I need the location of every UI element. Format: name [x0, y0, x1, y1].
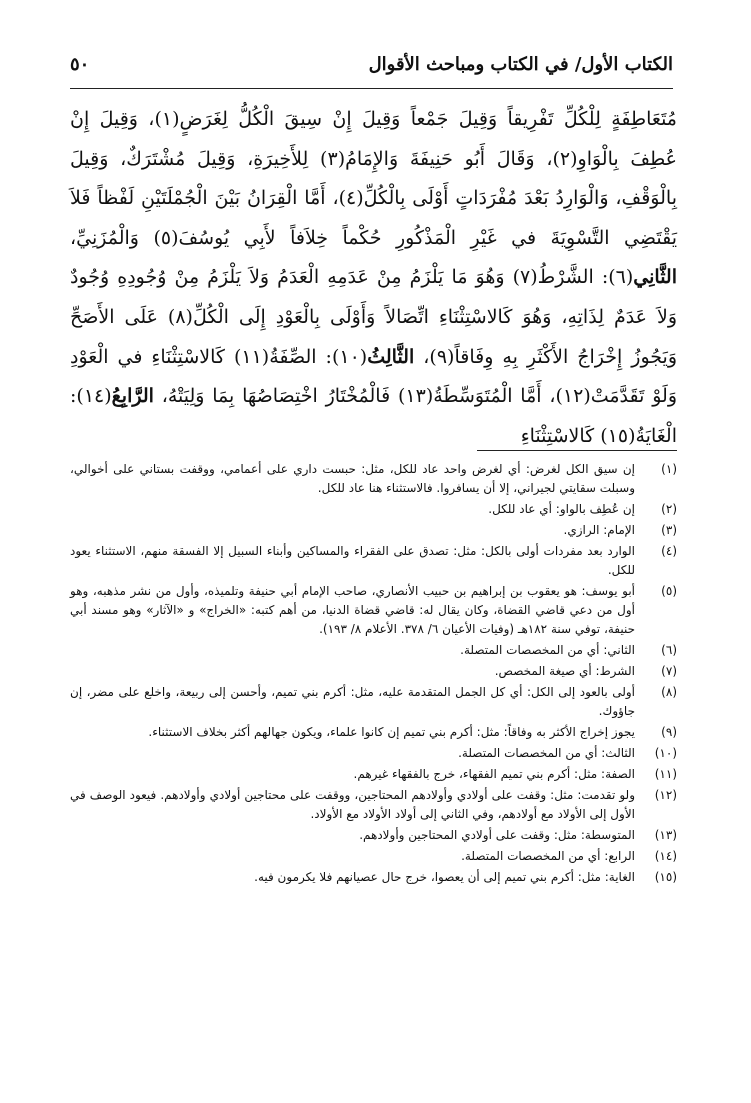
footnote-text: الصفة: مثل: أكرم بني تميم الفقهاء، خرج بالفقهاء غيرهم. — [353, 767, 635, 781]
footnote-number: (١٠) — [654, 746, 677, 760]
footnote — [70, 826, 677, 845]
footnote — [70, 847, 677, 866]
footnote — [70, 542, 677, 580]
footnote-text: الإمام: الرازي. — [563, 523, 635, 537]
footnote-text: ولو تقدمت: مثل: وقفت على أولادي وأولادهم المحتاجين، ووقفت على محتاجين أولادي وأولادهم. فيعود الوصف في الأول إلى الأولاد مع أولادهم، وفي الثاني إلى أولاد الأولاد مع الأولاد. — [70, 788, 635, 821]
footnote-text: الثالث: أي من المخصصات المتصلة. — [458, 746, 635, 760]
footnote-text: الرابع: أي من المخصصات المتصلة. — [461, 849, 635, 863]
footnote — [70, 662, 677, 681]
footnote-number: (١٢) — [654, 788, 677, 802]
footnote-text: الشرط: أي صيغة المخصص. — [494, 664, 635, 678]
footnote — [70, 460, 677, 498]
footnote-number: (٦) — [661, 643, 677, 657]
footnote-text: الثاني: أي من المخصصات المتصلة. — [460, 643, 635, 657]
footnote-number: (١٤) — [654, 849, 677, 863]
heading-third: الثَّالِثُ — [367, 345, 415, 368]
footnote-number: (٧) — [661, 664, 677, 678]
heading-second: الثَّانِي — [633, 266, 677, 289]
heading-fourth: الرَّابِعُ — [111, 385, 154, 408]
main-paragraph — [70, 100, 677, 456]
footnote-number: (٥) — [661, 584, 677, 598]
footnote-text: الوارد بعد مفردات أولى بالكل: مثل: تصدق على الفقراء والمساكين وأبناء السبيل إلا الفسقة منهم، الاستثناء يعود للكل. — [70, 544, 635, 577]
footnote-number: (٤) — [661, 544, 677, 558]
footnote-text: الغاية: مثل: أكرم بني تميم إلى أن يعصوا، خرج حال عصيانهم فلا يكرمون فيه. — [254, 870, 635, 884]
footnote-text: يجوز إخراج الأكثر به وفاقاً: مثل: أكرم بني تميم إن كانوا علماء، ويكون جهالهم أكثر بخلاف الاستثناء. — [148, 725, 635, 739]
footnote-number: (٢) — [661, 502, 677, 516]
footnote — [70, 786, 677, 824]
footnote — [70, 683, 677, 721]
footnote-number: (١٣) — [654, 828, 677, 842]
running-title: الكتاب الأول/ في الكتاب ومباحث الأقوال — [368, 54, 673, 75]
footnote-number: (١١) — [654, 767, 677, 781]
text-segment: (٦): الشَّرْطُ(٧) وَهُوَ مَا يَلْزَمُ مِنْ عَدَمِهِ الْعَدَمُ وَلاَ يَلْزَمُ مِنْ وُجُودِهِ وُجُودٌ وَلاَ عَدَمٌ لِذَاتِهِ، وَهُوَ كَالاسْتِثْنَاءِ اتِّصَالاً وَأَوْلَى بِالْعَوْدِ إِلَى الْكُلِّ(٨) عَلَى الأَصَحِّ وَيَجُوزُ إِخْرَاجُ الأَكْثَرِ بِهِ وِفَاقاً(٩)، — [70, 266, 678, 368]
footnote — [70, 582, 677, 639]
text-segment: (١٤): الْغَايَةُ(١٥) كَالاسْتِثْنَاءِ — [70, 385, 677, 447]
running-header — [70, 52, 673, 89]
footnote-text: المتوسطة: مثل: وقفت على أولادي المحتاجين وأولادهم. — [359, 828, 635, 842]
footnote-separator — [477, 450, 677, 451]
main-text — [70, 100, 677, 456]
footnote-number: (٨) — [661, 685, 677, 699]
footnote — [70, 744, 677, 763]
footnote — [70, 868, 677, 887]
page-number: ٥٠ — [70, 54, 90, 75]
footnote — [70, 500, 677, 519]
footnote-text: إن عُطِف بالواو: أي عاد للكل. — [488, 502, 635, 516]
text-segment: (١٠): الصِّفَةُ(١١) كَالاسْتِثْنَاءِ في الْعَوْدِ وَلَوْ تَقَدَّمَتْ(١٢)، أَمَّا الْمُتَوَسِّطَةُ(١٣) فَالْمُخْتَارُ اخْتِصَاصُهَا بِمَا وَلِيَتْهُ، — [70, 345, 677, 408]
footnote — [70, 521, 677, 540]
footnote — [70, 641, 677, 660]
footnote-text: أبو يوسف: هو يعقوب بن إبراهيم بن حبيب الأنصاري، صاحب الإمام أبي حنيفة وتلميذه، وأول من نشر مذهبه، وهو أول من دعي قاضي القضاة، وكان يقال له: قاضي قضاة الدنيا، من أهم كتبه: «الخراج» و «الآثار» وهو مسند أبي حنيفة، توفي سنة ١٨٢هـ (وفيات الأعيان ٦/ ٣٧٨. الأعلام ٨/ ١٩٣). — [70, 584, 635, 636]
text-segment: مُتَعَاطِفَةٍ لِلْكُلِّ تَفْرِيقاً وَقِيلَ جَمْعاً وَقِيلَ إِنْ سِيقَ الْكُلُّ لِغَرَضٍ(١)، وَقِيلَ إِنْ عُطِفَ بِالْوَاوِ(٢)، وَقَالَ أَبُو حَنِيفَةَ وَالإِمَامُ(٣) لِلأَخِيرَةِ، وَقِيلَ مُشْتَرَكٌ، وَقِيلَ بِالْوَقْفِ، وَالْوَارِدُ بَعْدَ مُفْرَدَاتٍ أَوْلَى بِالْكُلِّ(٤)، أَمَّا الْقِرَانُ بَيْنَ الْجُمْلَتَيْنِ لَفْظاً فَلاَ يَقْتَضِي التَّسْوِيَةَ في غَيْرِ الْمَذْكُورِ حُكْماً خِلاَفاً لأَبِي يُوسُفَ(٥) وَالْمُزَنِيِّ، — [70, 108, 678, 249]
footnote — [70, 723, 677, 742]
footnote-number: (١) — [661, 462, 677, 476]
footnote-number: (١٥) — [654, 870, 677, 884]
footnote-number: (٣) — [661, 523, 677, 537]
footnote-text: إن سيق الكل لغرض: أي لغرض واحد عاد للكل، مثل: حبست داري على أعمامي، ووقفت بستاني على أخوالي، وسبلت سقايتي لجيراني، إلا أن يسافروا. فالاستثناء هنا عاد للكل. — [70, 462, 635, 495]
footnote — [70, 765, 677, 784]
footnotes — [70, 460, 677, 889]
footnote-number: (٩) — [661, 725, 677, 739]
footnote-text: أولى بالعود إلى الكل: أي كل الجمل المتقدمة عليه، مثل: أكرم بني تميم، وأحسن إلى ربيعة، واخلع على مضر، إن جاؤوك. — [70, 685, 635, 718]
